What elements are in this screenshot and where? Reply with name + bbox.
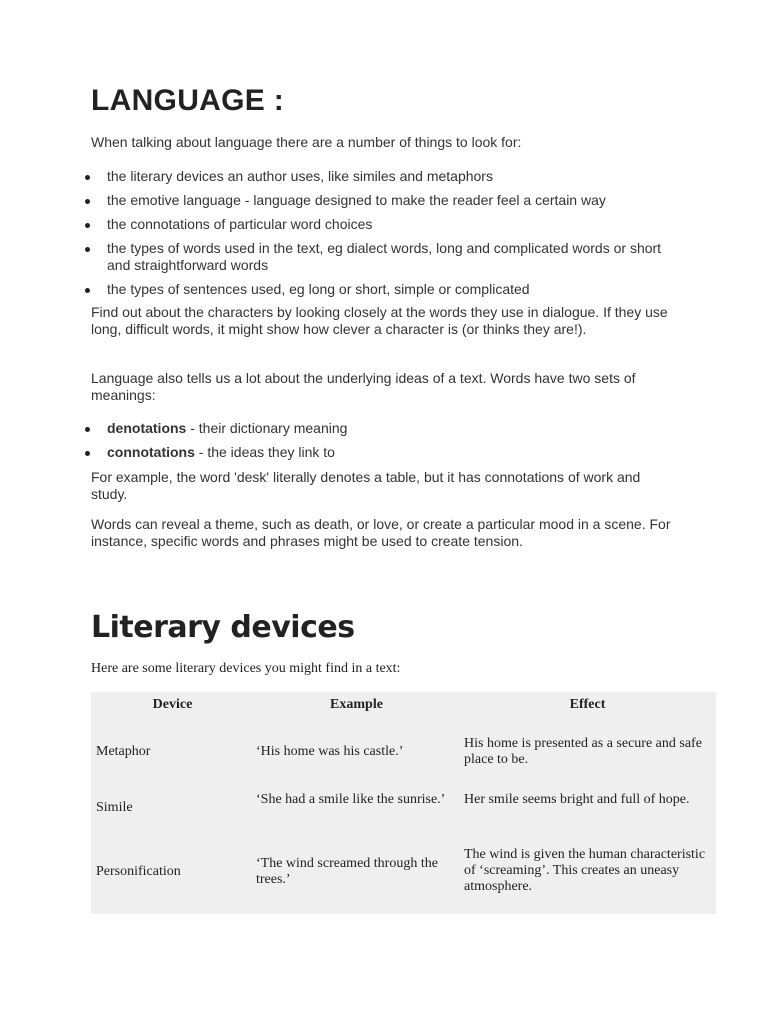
list-item: the types of sentences used, eg long or short, simple or complicated [82, 281, 672, 298]
table-cell-device: Personification [96, 864, 181, 879]
table-cell-effect: Her smile seems bright and full of hope. [464, 792, 690, 807]
term-description: - their dictionary meaning [186, 420, 348, 436]
literary-devices-heading: Literary devices [91, 610, 355, 645]
list-item: the types of words used in the text, eg dialect words, long and complicated words or short and straightforward words [82, 240, 672, 274]
table-cell-example: ‘His home was his castle.’ [256, 744, 404, 759]
list-item: the emotive language - language designed to make the reader feel a certain way [82, 192, 672, 209]
list-item [82, 420, 672, 437]
column-header-effect: Effect [569, 697, 606, 712]
table-cell-effect: The wind is given the human characteristic of ‘screaming’. This creates an uneasy atmosphere. [464, 847, 706, 894]
language-intro: When talking about language there are a number of things to look for: [91, 134, 522, 150]
column-header-device: Device [152, 697, 193, 712]
table-cell-example: ‘The wind screamed through the trees.’ [256, 856, 438, 887]
characters-paragraph: Find out about the characters by looking closely at the words they use in dialogue. If they use long, difficult words, it might show how clever a character is (or thinks they are!). [91, 304, 668, 337]
term-description: - the ideas they link to [194, 444, 335, 460]
example-paragraph: For example, the word 'desk' literally denotes a table, but it has connotations of work and study. [91, 469, 641, 502]
meanings-paragraph: Language also tells us a lot about the underlying ideas of a text. Words have two sets of meanings: [91, 370, 636, 403]
literary-devices-table [91, 692, 716, 914]
list-item: the connotations of particular word choices [82, 216, 672, 233]
term-denotations: denotations [107, 420, 187, 436]
theme-paragraph: Words can reveal a theme, such as death, or love, or create a particular mood in a scene. For instance, specific words and phrases might be used to create tension. [91, 516, 671, 549]
table-cell-effect: His home is presented as a secure and safe place to be. [464, 736, 702, 767]
table-cell-device: Simile [96, 800, 133, 815]
list-item: the literary devices an author uses, like similes and metaphors [82, 168, 672, 185]
column-header-example: Example [330, 697, 383, 712]
term-connotations: connotations [107, 444, 195, 460]
meanings-list [82, 420, 672, 468]
table-cell-device: Metaphor [96, 744, 151, 759]
language-heading: LANGUAGE : [91, 84, 284, 117]
table-cell-example: ‘She had a smile like the sunrise.’ [256, 792, 446, 807]
list-item [82, 444, 672, 461]
literary-devices-intro: Here are some literary devices you might find in a text: [91, 661, 401, 676]
language-checklist [82, 168, 672, 305]
